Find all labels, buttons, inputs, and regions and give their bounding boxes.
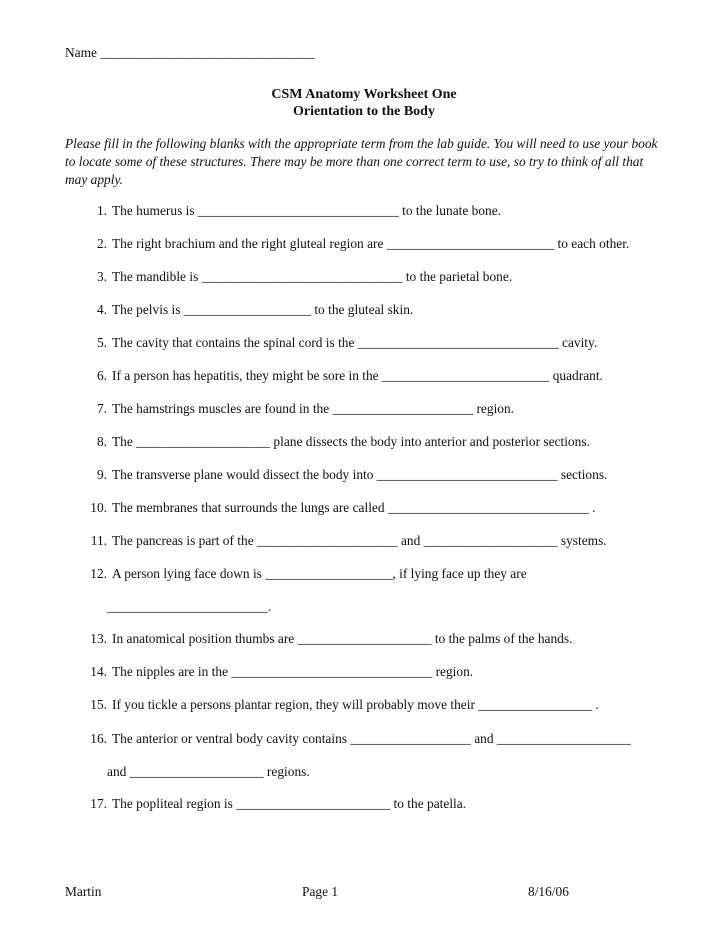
question-number: 12. — [90, 566, 107, 581]
question-text: If you tickle a persons plantar region, they will probably move their _________________ . — [112, 697, 599, 712]
question-text: If a person has hepatitis, they might be sore in the _________________________ quadrant. — [112, 368, 603, 383]
question-number: 16. — [90, 731, 107, 746]
question-number: 17. — [90, 796, 107, 811]
question-text: The pancreas is part of the _____________________ and ____________________ systems. — [112, 533, 607, 548]
question-number: 5. — [96, 335, 107, 350]
worksheet-subtitle: Orientation to the Body — [293, 104, 435, 119]
question-9[interactable] — [85, 467, 607, 483]
question-number: 10. — [90, 500, 107, 515]
question-text: In anatomical position thumbs are ____________________ to the palms of the hands. — [112, 631, 573, 646]
question-number: 15. — [90, 697, 107, 712]
question-11[interactable] — [85, 533, 607, 549]
question-number: 6. — [96, 368, 107, 383]
question-4[interactable] — [85, 302, 413, 318]
question-text: The humerus is ______________________________ to the lunate bone. — [112, 203, 502, 218]
question-12-continuation[interactable]: ________________________. — [107, 599, 272, 614]
question-15[interactable] — [85, 697, 599, 713]
question-number: 8. — [96, 434, 107, 449]
question-text: The ____________________ plane dissects the body into anterior and posterior sections. — [112, 434, 590, 449]
question-8[interactable] — [85, 434, 590, 450]
question-number: 13. — [90, 631, 107, 646]
question-text: A person lying face down is ___________________, if lying face up they are — [112, 566, 527, 581]
question-3[interactable] — [85, 269, 512, 285]
footer-page-number: Page 1 — [302, 884, 339, 899]
question-13[interactable] — [85, 631, 572, 647]
question-text: The mandible is ______________________________ to the parietal bone. — [112, 269, 513, 284]
name-field-line[interactable]: Name ________________________________ — [65, 45, 315, 60]
question-7[interactable] — [85, 401, 514, 417]
question-12[interactable] — [85, 566, 527, 582]
question-number: 3. — [96, 269, 107, 284]
question-6[interactable] — [85, 368, 603, 384]
question-number: 7. — [96, 401, 107, 416]
instructions-paragraph: Please fill in the following blanks with the appropriate term from the lab guide. You will need to use your book to locate some of these structures. There may be more than one correct term to use, so try to think of all that may apply. — [65, 136, 658, 187]
question-number: 9. — [96, 467, 107, 482]
question-text: The right brachium and the right gluteal region are _________________________ to each other. — [112, 236, 630, 251]
question-16-continuation[interactable]: and ____________________ regions. — [107, 764, 310, 779]
footer-date: 8/16/06 — [528, 884, 569, 899]
question-2[interactable] — [85, 236, 629, 252]
question-text: The nipples are in the ______________________________ region. — [112, 664, 474, 679]
footer-author: Martin — [65, 884, 102, 899]
question-number: 2. — [96, 236, 107, 251]
question-1[interactable] — [85, 203, 501, 219]
question-text: The hamstrings muscles are found in the _____________________ region. — [112, 401, 515, 416]
question-10[interactable] — [85, 500, 595, 516]
question-16[interactable] — [85, 731, 631, 747]
question-text: The anterior or ventral body cavity contains __________________ and ____________________ — [112, 731, 631, 746]
question-text: The cavity that contains the spinal cord is the ______________________________ cavity. — [112, 335, 598, 350]
question-17[interactable] — [85, 796, 466, 812]
question-number: 1. — [96, 203, 107, 218]
question-text: The membranes that surrounds the lungs are called ______________________________ . — [112, 500, 596, 515]
worksheet-title: CSM Anatomy Worksheet One — [271, 87, 457, 102]
question-text: The transverse plane would dissect the body into ___________________________ sections. — [112, 467, 608, 482]
question-5[interactable] — [85, 335, 597, 351]
question-number: 14. — [90, 664, 107, 679]
question-text: The popliteal region is _______________________ to the patella. — [112, 796, 467, 811]
question-number: 4. — [96, 302, 107, 317]
question-text: The pelvis is ___________________ to the gluteal skin. — [112, 302, 414, 317]
question-14[interactable] — [85, 664, 473, 680]
question-number: 11. — [90, 533, 107, 548]
